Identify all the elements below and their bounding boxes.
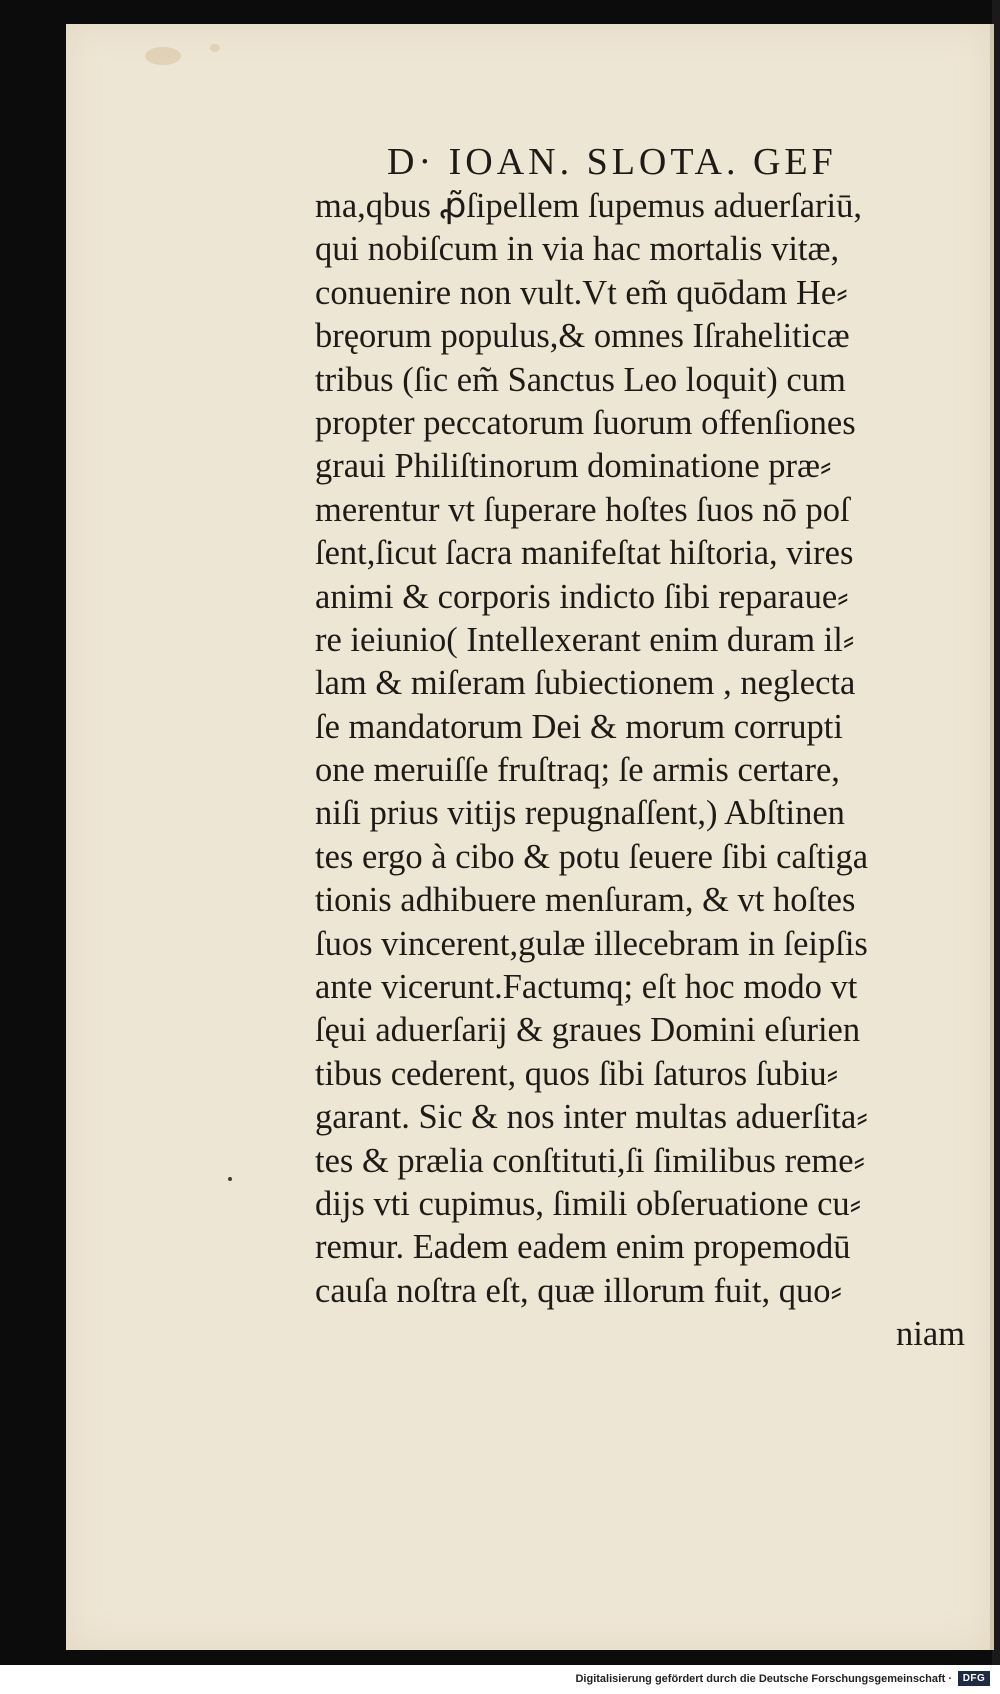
text-line: ſęui aduerſarij & graues Domini eſurien [315,1011,861,1050]
text-line: ſent,ſicut ſacra manifeſtat hiſtoria, vires [315,534,854,573]
text-line: lam & miſeram ſubiectionem , neglecta [315,664,856,703]
text-line: tibus cederent, quos ſibi ſaturos ſubiu⸗ [315,1054,839,1093]
text-line: propter peccatorum ſuorum offenſiones [315,403,856,442]
text-line: ante vicerunt.Factumq; eſt hoc modo vt [315,968,858,1007]
text-line: ſuos vincerent,gulæ illecebram in ſeipſis [315,924,868,963]
text-line: qui nobiſcum in via hac mortalis vitæ, [315,230,840,269]
text-line: re ieiunio( Intellexerant enim duram il⸗ [315,620,855,659]
catchword: niam [896,1315,965,1354]
text-line: one meruiſſe fruſtraq; ſe armis certare, [315,751,840,790]
page-text [315,185,965,1357]
text-line: bręorum populus,& omnes Iſraheliticæ [315,317,850,356]
text-line: dijs vti cupimus, ſimili obſeruatione cu⸗ [315,1184,862,1223]
text-line: conuenire non vult.Vt em̃ quōdam He⸗ [315,273,848,312]
text-line: tes ergo à cibo & potu ſeuere ſibi caſtiga [315,837,869,876]
paper-stain [145,47,181,65]
dfg-logo-icon: DFG [958,1671,990,1686]
text-line: garant. Sic & nos inter multas aduerſita⸗ [315,1098,868,1137]
text-line: merentur vt ſuperare hoſtes ſuos nō poſ [315,490,850,529]
text-line: cauſa noſtra eſt, quæ illorum fuit, quo⸗ [315,1271,842,1310]
text-line: ſe mandatorum Dei & morum corrupti [315,707,843,746]
text-line: tribus (ſic em̃ Sanctus Leo loquit) cum [315,360,846,399]
text-line: ma,qbus ꝓ̃ſipellem ſupemus aduerſariū, [315,187,862,225]
text-line: animi & corporis indicto ſibi reparaue⸗ [315,577,849,616]
running-header: D· IOAN. SLOTA. GEF [387,141,837,183]
paper-stain [210,44,220,52]
text-line: graui Philiſtinorum dominatione præ⸗ [315,447,832,486]
funding-note: Digitalisierung gefördert durch die Deutsche Forschungsgemeinschaft · [575,1673,952,1685]
page-edge [990,24,994,1650]
text-line: niſi prius vitijs repugnaſſent,) Abſtinen [315,794,845,833]
footer-bar [0,1665,1000,1694]
text-line: tionis adhibuere menſuram, & vt hoſtes [315,881,856,920]
ink-speck [228,1177,232,1181]
text-line: tes & prælia conſtituti,ſi ſimilibus reme⸗ [315,1141,866,1180]
text-line: remur. Eadem eadem enim propemodū [315,1228,851,1267]
